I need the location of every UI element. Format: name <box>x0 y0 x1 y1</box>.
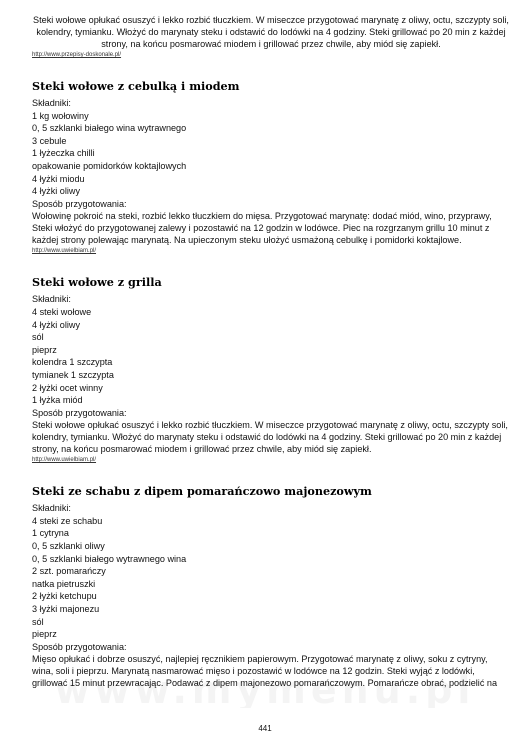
method-text: Mięso opłukać i dobrze osuszyć, najlepiej ręcznikiem papierowym. Przygotować marynatę z oliwy, soku z cytryny, wina, soli i pieprzu. Marynatą nasmarować mięso i pozostawić w lodówce na 12 godzin. Steki wyjąć z lodówki, grillować 15 minut przewracając. Podawać z dipem majonezowo pomarańczowym. Pomarańcze obrać, podzielić na <box>32 654 498 689</box>
ingredient-item: 1 cytryna <box>32 528 69 539</box>
ingredient-item: 0, 5 szklanki białego wina wytrawnego <box>32 123 187 134</box>
recipe-title: Steki ze schabu z dipem pomarańczowo majonezowym <box>32 484 372 499</box>
ingredients-label: Składniki: <box>32 294 71 305</box>
ingredient-item: 0, 5 szklanki białego wytrawnego wina <box>32 553 187 564</box>
ingredient-item: 2 łyżki ocet winny <box>32 382 103 393</box>
ingredient-item: tymianek 1 szczypta <box>32 369 114 380</box>
method-text: Wołowinę pokroić na steki, rozbić lekko tłuczkiem do mięsa. Przygotować marynatę: dodać miód, wino, przyprawy, Steki włożyć do przygotowanej zalewy i pozostawić na 12 godzin w lodówce. Piec na rozgrzanym grillu 10 minut z każdej strony polewając marynatą. Na upieczonym steku ułożyć usmażoną cebulkę i pomidorki koktajlowe. <box>32 211 492 246</box>
ingredient-item: 3 łyżki majonezu <box>32 604 100 615</box>
ingredient-item: 1 łyżka miód <box>32 395 83 406</box>
source-link[interactable]: http://www.uwielbiam.pl/ <box>32 248 97 255</box>
method-text: Steki wołowe opłukać osuszyć i lekko rozbić tłuczkiem. W miseczce przygotować marynatę z oliwy, octu, szczypty soli, kolendry, tymianku. Włożyć do marynaty steku i odstawić do lodówki na 4 godziny. Steki grillować po 20 min z każdej strony, na końcu posmarować miodem i grillować przez chwile, aby miód się zapiekł. <box>32 420 508 455</box>
ingredient-item: opakowanie pomidorków koktajlowych <box>32 160 187 171</box>
method-label: Sposób przygotowania: <box>32 407 127 418</box>
intro-section <box>32 14 510 59</box>
recipe-title: Steki wołowe z grilla <box>32 275 162 290</box>
ingredient-item: sól <box>32 332 44 343</box>
ingredient-item: 4 steki wołowe <box>32 306 92 317</box>
ingredient-item: 1 łyżeczka chilli <box>32 148 95 159</box>
source-link[interactable]: http://www.przepisy-doskonale.pl/ <box>32 52 122 58</box>
intro-paragraph: Steki wołowe opłukać osuszyć i lekko rozbić tłuczkiem. W miseczce przygotować marynatę z oliwy, octu, szczypty soli, kolendry, tymianku. Włożyć do marynaty steku i odstawić do lodówki na 4 godziny. Steki grillować po 20 min z każdej strony, na końcu posmarować miodem i grillować przez chwile, aby miód się zapiekł. <box>33 15 509 49</box>
ingredient-item: pieprz <box>32 344 57 355</box>
source-link[interactable]: http://www.uwielbiam.pl/ <box>32 457 97 464</box>
recipe <box>32 79 510 255</box>
recipe <box>32 275 510 464</box>
ingredient-item: 2 łyżki ketchupu <box>32 591 97 602</box>
page-number: 441 <box>258 724 272 733</box>
ingredient-item: 4 łyżki oliwy <box>32 186 81 197</box>
ingredient-item: 4 łyżki miodu <box>32 173 85 184</box>
document-page <box>32 14 510 689</box>
ingredient-item: 0, 5 szklanki oliwy <box>32 541 105 552</box>
ingredient-item: pieprz <box>32 629 57 640</box>
ingredient-item: 3 cebule <box>32 135 67 146</box>
ingredient-item: 4 steki ze schabu <box>32 515 103 526</box>
ingredients-label: Składniki: <box>32 98 71 108</box>
method-label: Sposób przygotowania: <box>32 198 127 209</box>
ingredient-item: 4 łyżki oliwy <box>32 319 81 330</box>
ingredient-item: 2 szt. pomarańczy <box>32 566 106 577</box>
ingredient-item: natka pietruszki <box>32 578 96 589</box>
ingredient-item: 1 kg wołowiny <box>32 110 89 121</box>
method-label: Sposób przygotowania: <box>32 641 127 652</box>
ingredients-label: Składniki: <box>32 503 71 514</box>
recipe <box>32 484 510 689</box>
ingredient-item: sól <box>32 616 44 627</box>
recipe-title: Steki wołowe z cebulką i miodem <box>32 79 240 93</box>
ingredient-item: kolendra 1 szczypta <box>32 357 113 368</box>
